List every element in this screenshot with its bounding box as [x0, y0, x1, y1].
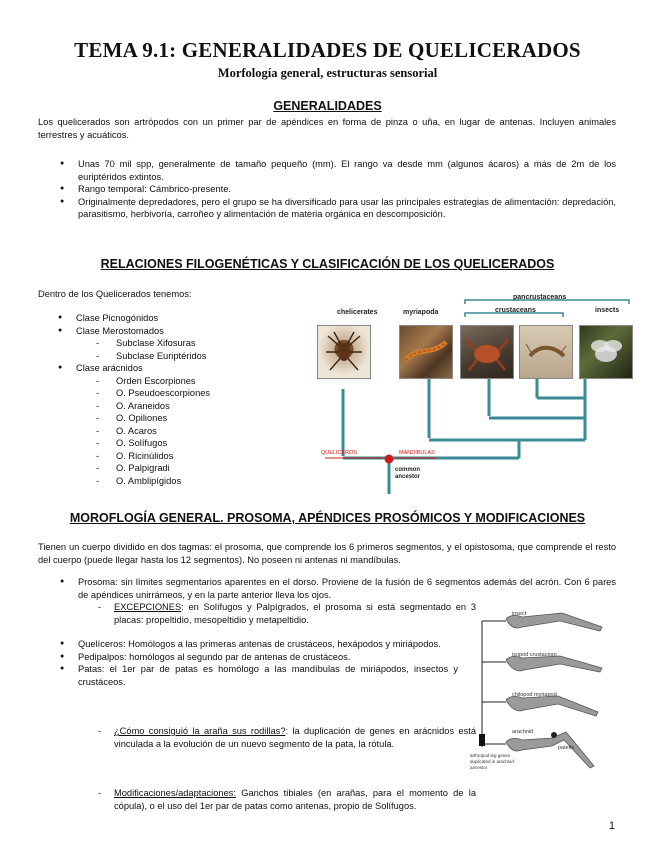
section-heading-morfologia: MOROFLOGÍA GENERAL. PROSOMA, APÉNDICES PROSÓMICOS Y MODIFICACIONES: [69, 511, 586, 525]
rodillas-item: [96, 725, 476, 750]
excepciones-text: : en Solífugos y Palpígrados, el prosoma si está segmentado en 3 placas: propeltidio, mesopeltidio y metapeltidio.: [114, 602, 476, 625]
rodillas-text: : la duplicación de genes en arácnidos está vinculada a la evolución de un nuevo segmento de la pata, la rótula.: [114, 726, 477, 749]
subgroup-item: - O. Opiliones: [58, 412, 298, 425]
class-item: ● Clase arácnidos: [58, 362, 298, 375]
list-item: ● Originalmente depredadores, pero el grupo se ha diversificado para usar las principales estrategias de alimentación: depredación, parasitismo, herbivoría, carroñeo y alimentación de materia orgánica en descomposición.: [60, 196, 616, 221]
patella-marker: [551, 732, 557, 738]
ancestor-node: [385, 455, 394, 464]
duplication-label-2: duplicated in arachnid: [470, 759, 514, 764]
subgroup-item: - O. Araneidos: [58, 400, 298, 413]
phylogeny-tree-svg: [305, 292, 637, 500]
subgroup-item: - Subclase Xifosuras: [58, 337, 298, 350]
shrimp-photo: [519, 325, 573, 379]
spider-icon: [318, 326, 370, 378]
myriapoda-label: myriapoda: [403, 309, 439, 316]
insect-label: insect: [512, 611, 527, 617]
list-item-queliceros: ● Quelíceros: Homólogos a las primeras antenas de crustáceos, hexápodos y miriápodos.: [60, 638, 458, 651]
pancrustaceans-label: pancrustaceans: [513, 294, 567, 301]
queliceros-marker: QUELICEROS: [321, 450, 358, 456]
duplication-label-3: ancestor: [470, 765, 488, 770]
page-number: 1: [608, 820, 615, 832]
insects-label: insects: [595, 307, 620, 314]
mandibulas-marker: MANDÍBULAS: [399, 450, 435, 456]
leg-evolution-figure: [468, 607, 620, 777]
subgroup-item: - Orden Escorpiones: [58, 375, 298, 388]
subgroup-item: - O. Acaros: [58, 425, 298, 438]
excepciones-item: [96, 601, 476, 626]
list-item-prosoma: ● Prosoma: sin límites segmentarios aparentes en el dorso. Proviene de la fusión de 6 segmentos además del acrón. Con 6 pares de apéndices unirrámeos, y en la parte anterior lleva los ojos.: [60, 576, 616, 601]
modificaciones-text: Ganchos tibiales (en arañas, para el momento de la cópula), o el uso del 1er par de patas como antenas, propio de Solífugos.: [114, 788, 476, 811]
insect-photo: [579, 325, 633, 379]
arachnid-label: arachnid: [512, 729, 534, 735]
rodillas-label: ¿Cómo consiguió la araña sus rodillas?: [114, 726, 286, 736]
subgroup-item: - O. Amblipígidos: [58, 475, 298, 488]
subgroup-item: - O. Ricinúlidos: [58, 450, 298, 463]
bee-icon: [580, 326, 632, 378]
morfologia-list-prosoma: [60, 576, 616, 601]
crab-icon: [461, 326, 513, 378]
crustaceans-label: crustaceans: [495, 307, 536, 314]
spider-photo: [317, 325, 371, 379]
duplication-marker: [479, 734, 485, 746]
modificaciones-label: Modificaciones/adaptaciones:: [114, 788, 236, 798]
list-item-patas: ● Patas: el 1er par de patas es homólogo a las mandíbulas de miriápodos, insectos y crustáceos.: [60, 663, 458, 688]
list-item: ● Rango temporal: Cámbrico-presente.: [60, 183, 616, 196]
excepciones-label: EXCEPCIONES: [114, 602, 182, 612]
subgroup-item: - O. Pseudoescorpiones: [58, 387, 298, 400]
patella-label: patella: [558, 745, 575, 751]
classification-tree: [58, 312, 298, 487]
subgroup-item: - O. Solífugos: [58, 437, 298, 450]
phylogeny-figure: [305, 292, 637, 500]
subgroup-item: - O. Palpigradi: [58, 462, 298, 475]
generalidades-list: [60, 158, 616, 221]
crab-photo: [460, 325, 514, 379]
leg-drawings: [506, 613, 602, 768]
class-item: ● Clase Picnogónidos: [58, 312, 298, 325]
list-item: ● Unas 70 mil spp, generalmente de tamaño pequeño (mm). El rango va desde mm (algunos ácaros) a más de 2m de los euriptéridos extintos.: [60, 158, 616, 183]
class-item: ● Clase Merostomados: [58, 325, 298, 338]
generalidades-intro: Los quelicerados son artrópodos con un primer par de apéndices en forma de pinza o uña, en lugar de antenas. Incluyen animales terrestres y acuáticos.: [38, 117, 616, 140]
list-item-pedipalpos: ● Pedipalpos: homólogos al segundo par de antenas de crustáceos.: [60, 651, 458, 664]
page-title: TEMA 9.1: GENERALIDADES DE QUELICERADOS: [74, 38, 581, 62]
subgroup-item: - Subclase Euriptéridos: [58, 350, 298, 363]
chilopod-label: chilopod myriapod: [512, 692, 557, 698]
section-heading-relaciones: RELACIONES FILOGENÉTICAS Y CLASIFICACIÓN DE LOS QUELICERADOS: [100, 257, 555, 271]
centipede-icon: [400, 326, 452, 378]
relaciones-intro: Dentro de los Quelicerados tenemos:: [38, 289, 192, 299]
morfologia-intro: Tienen un cuerpo dividido en dos tagmas: el prosoma, que comprende los 6 primeros segmentos, y el opistosoma, que comprende el resto del cuerpo (puede llegar hasta los 12 segmentos). No poseen ni antenas ni mandíbulas.: [38, 542, 616, 565]
leg-tree-branches: [482, 621, 506, 747]
section-heading-generalidades: GENERALIDADES: [273, 99, 382, 113]
duplication-label-1: arthropod leg genes: [470, 753, 511, 758]
ancestor-label-1: common: [395, 467, 421, 473]
shrimp-icon: [520, 326, 572, 378]
page-subtitle: Morfología general, estructuras sensorial: [217, 66, 438, 80]
chelicerates-label: chelicerates: [337, 309, 378, 316]
ancestor-label-2: ancestor: [395, 474, 421, 480]
myriapod-photo: [399, 325, 453, 379]
phylogeny-branches: [343, 369, 585, 494]
morfologia-list-appendages: [60, 638, 458, 688]
isopod-label: isopod crustacean: [512, 652, 557, 658]
modificaciones-item: [96, 787, 476, 812]
leg-evolution-svg: [468, 607, 620, 777]
